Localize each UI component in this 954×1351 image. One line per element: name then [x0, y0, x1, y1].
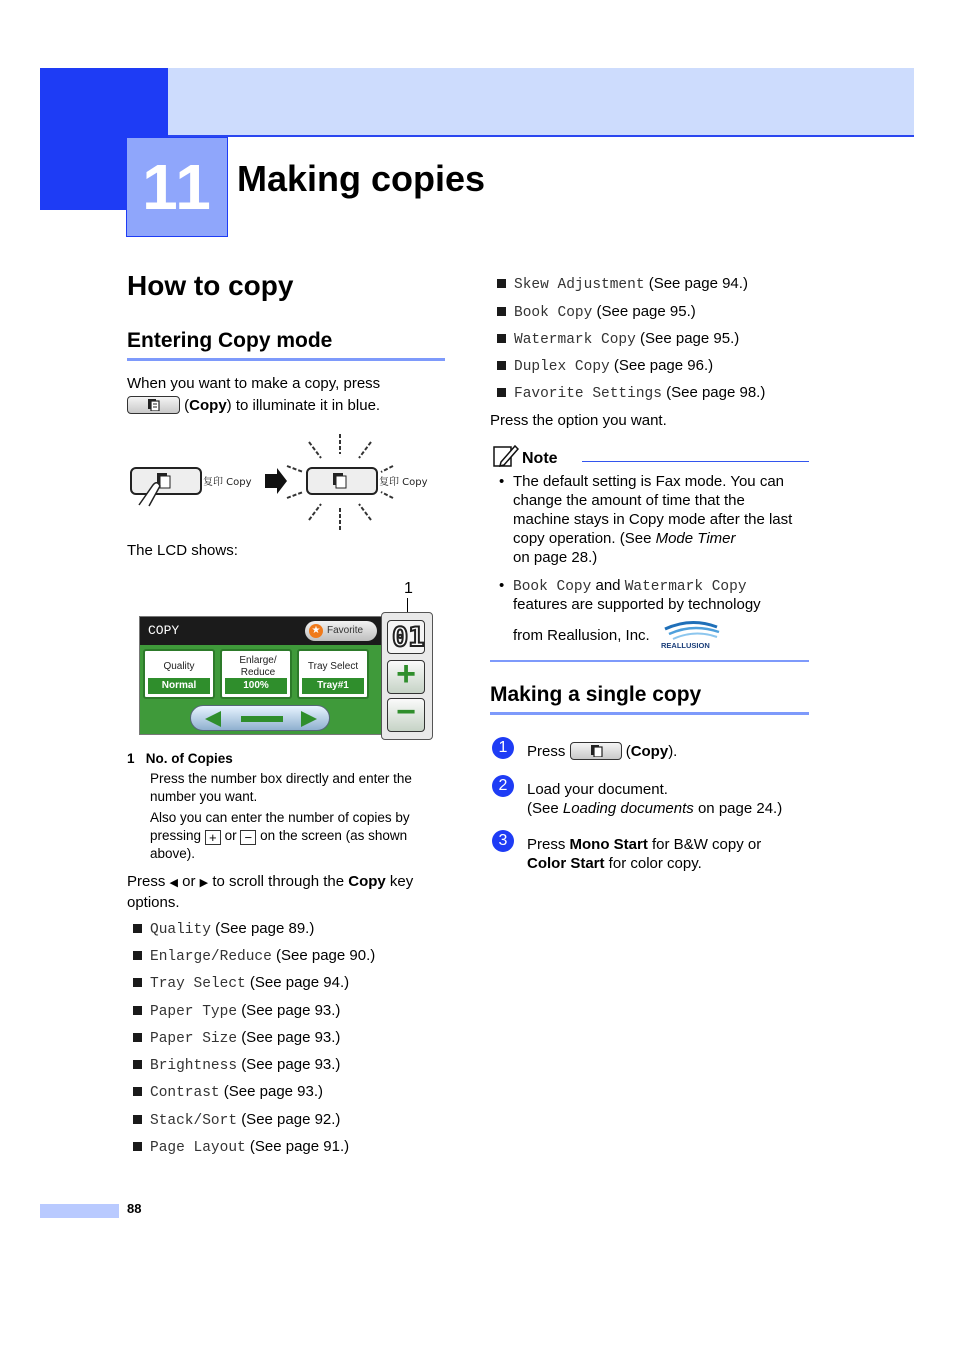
list-item: Enlarge/Reduce (See page 90.): [133, 946, 375, 967]
number-of-copies-box[interactable]: 01: [387, 620, 425, 654]
list-item: Brightness (See page 93.): [133, 1055, 340, 1076]
list-item: Book Copy (See page 95.): [497, 302, 696, 323]
heading-rule: [127, 358, 445, 361]
section-title: How to copy: [127, 270, 294, 301]
note-bottom-rule: [490, 660, 809, 662]
intro-text-line2: (Copy) to illuminate it in blue.: [127, 396, 380, 415]
page-number: 88: [127, 1201, 142, 1216]
note-bullet-2: Book Copy and Watermark Copy: [513, 577, 747, 595]
key-label-1: 复印 Copy: [203, 477, 252, 488]
enlarge-reduce-button[interactable]: Enlarge/ Reduce 100%: [220, 649, 292, 699]
lcd-shows-text: The LCD shows:: [127, 542, 238, 559]
list-item: Skew Adjustment (See page 94.): [497, 274, 748, 295]
step-number-1: 1: [492, 737, 514, 759]
list-item: Tray Select (See page 94.): [133, 973, 349, 994]
chapter-title: Making copies: [237, 158, 486, 199]
copy-key-icon: [570, 742, 622, 760]
tray-select-button[interactable]: Tray Select Tray#1: [297, 649, 369, 699]
left-triangle-icon: ◀: [169, 877, 178, 889]
key-label-2: 复印 Copy: [379, 477, 428, 488]
left-arrow-icon: [205, 711, 221, 727]
note-bullet-1: The default setting is Fax mode. You can change the amount of time that the machine stays in Copy mode after the last copy operation. (See Mode Timer on page 28.): [513, 473, 793, 566]
callout-title: 1 No. of Copies: [127, 751, 233, 766]
callout-number: 1: [404, 580, 413, 597]
step-number-3: 3: [492, 830, 514, 852]
page-number-bar: [40, 1204, 119, 1218]
chapter-number: 11: [142, 151, 212, 223]
favorite-button[interactable]: ★ Favorite: [305, 621, 377, 641]
list-item: Watermark Copy (See page 95.): [497, 329, 739, 350]
note-bullet-2-line2: features are supported by technology: [513, 596, 761, 613]
copy-key-icon: [127, 396, 180, 414]
quality-button[interactable]: Quality Normal: [143, 649, 215, 699]
header-rule: [168, 135, 914, 137]
right-triangle-icon: ▶: [199, 877, 209, 889]
star-icon: ★: [309, 624, 323, 638]
plus-button[interactable]: +: [387, 660, 425, 694]
lcd-body: [140, 645, 384, 735]
note-top-rule: [582, 461, 809, 462]
single-copy-heading: Making a single copy: [490, 683, 702, 706]
copy-key-illumination-illustration: [127, 430, 447, 535]
logo-text: REALLUSION: [661, 641, 710, 650]
lcd-title: COPY: [148, 623, 180, 638]
press-option-text: Press the option you want.: [490, 412, 667, 429]
minus-box-icon: −: [240, 830, 256, 845]
callout-desc-1: Press the number box directly and enter the number you want.: [150, 771, 412, 804]
list-item: Quality (See page 89.): [133, 919, 314, 940]
scroll-instructions: Press ◀ or ▶ to scroll through the Copy key options.: [127, 873, 414, 911]
lcd-header: [140, 617, 384, 645]
plus-box-icon: +: [205, 830, 221, 845]
note-icon: [493, 444, 519, 468]
lcd-screen: [139, 616, 385, 735]
step-2-text: Load your document. (See Loading documents on page 24.): [527, 781, 783, 817]
list-item: Duplex Copy (See page 96.): [497, 356, 713, 377]
header-band: [168, 68, 914, 136]
list-item: Page Layout (See page 91.): [133, 1137, 349, 1158]
scroll-bar[interactable]: [190, 705, 330, 731]
note-bullet-2-line3: from Reallusion, Inc.: [513, 627, 650, 644]
entering-copy-mode-heading: Entering Copy mode: [127, 329, 333, 352]
list-item: Paper Type (See page 93.): [133, 1001, 340, 1022]
reallusion-logo: [661, 619, 725, 651]
intro-text: When you want to make a copy, press: [127, 375, 381, 392]
note-title: Note: [522, 450, 558, 467]
copies-panel: [381, 612, 433, 740]
note-bullet-dot: •: [499, 473, 505, 490]
list-item: Paper Size (See page 93.): [133, 1028, 340, 1049]
minus-button[interactable]: −: [387, 698, 425, 732]
step-1-text: Press (Copy).: [527, 743, 678, 760]
right-arrow-icon: [301, 711, 317, 727]
step-number-2: 2: [492, 775, 514, 797]
step-3-text: Press Mono Start for B&W copy or Color Start for color copy.: [527, 836, 762, 872]
list-item: Favorite Settings (See page 98.): [497, 383, 765, 404]
list-item: Stack/Sort (See page 92.): [133, 1110, 340, 1131]
callout-desc-2: Also you can enter the number of copies by pressing + or − on the screen (as shown above).: [150, 810, 410, 861]
list-item: Contrast (See page 93.): [133, 1082, 323, 1103]
heading-rule: [490, 712, 809, 715]
note-bullet-dot: •: [499, 577, 505, 594]
